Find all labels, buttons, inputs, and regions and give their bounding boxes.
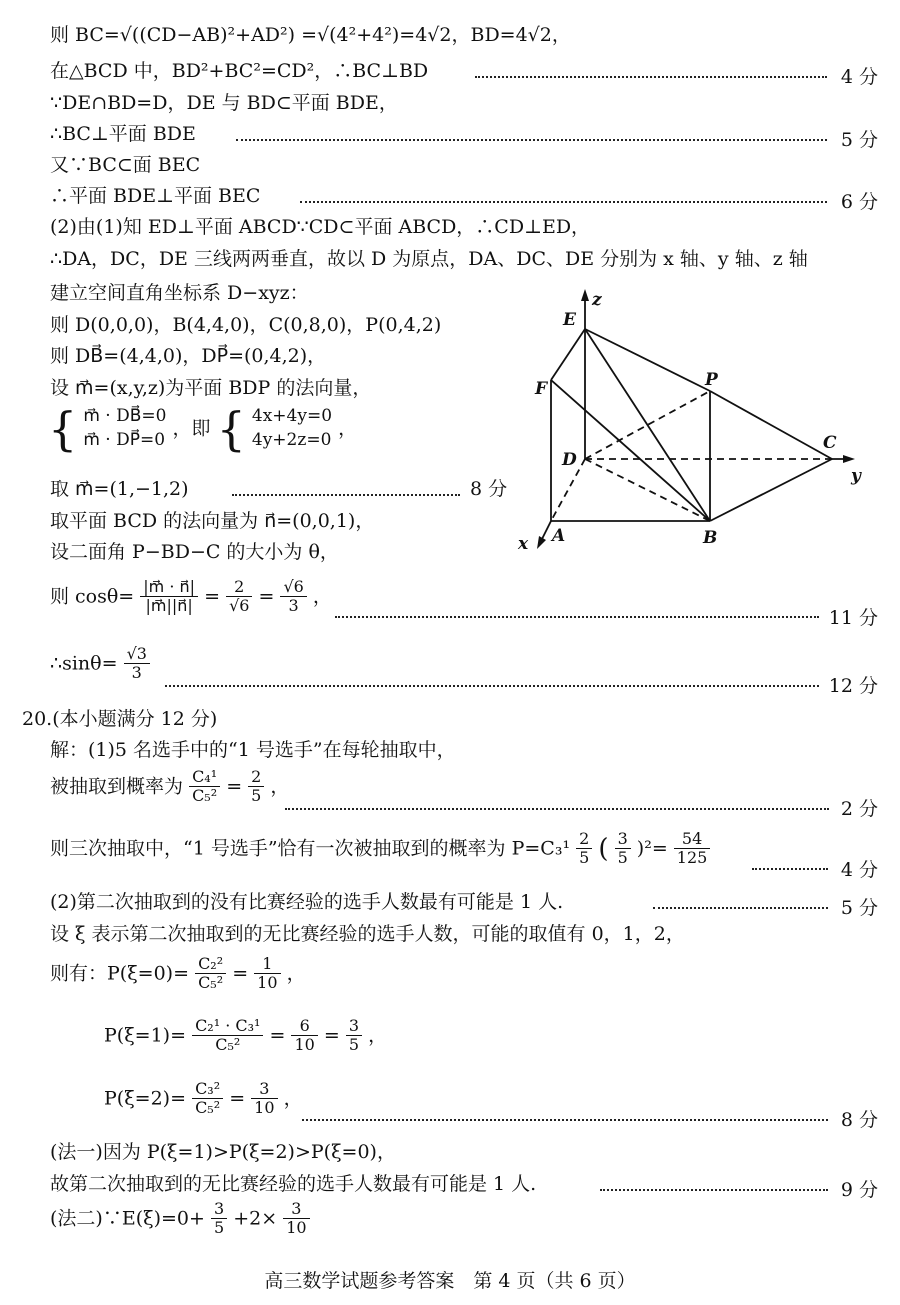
text-line: 在△BCD 中，BD²+BC²=CD²，∴BC⊥BD [50, 60, 429, 82]
text-line: 取平面 BCD 的法向量为 n⃗=(0,0,1)， [50, 510, 375, 532]
geometry-figure [510, 285, 870, 570]
score-label: 4 分 [840, 66, 878, 88]
text-line: ∴BC⊥平面 BDE [50, 123, 196, 145]
score-label: 2 分 [840, 798, 878, 820]
leader-dots [285, 808, 829, 810]
label-z: z [592, 290, 602, 310]
leader-dots [653, 907, 828, 909]
leader-dots [302, 1119, 828, 1121]
text-line: ∴平面 BDE⊥平面 BEC [50, 185, 261, 207]
label-E: E [563, 310, 576, 330]
leader-dots [475, 76, 827, 78]
label-F: F [535, 379, 548, 399]
text-line: 设 m⃗=(x,y,z)为平面 BDP 的法向量， [50, 377, 372, 399]
expectation-formula: (法二)∵E(ξ)=0+ $\frac{3}{5}$ +2× $\frac{3}{10}$ [50, 1200, 310, 1238]
text-line: ∴DA，DC，DE 三线两两垂直，故以 D 为原点，DA、DC、DE 分别为 x 轴、y 轴、z 轴 [50, 248, 808, 270]
score-label: 8 分 [840, 1109, 878, 1131]
score-label: 4 分 [840, 859, 878, 881]
cos-formula: 则 cosθ= $\frac{|m⃗ \cdot n⃗|}{|m⃗||n⃗|}$ = $\frac{2}{√6}$ = $\frac{√6}{3}$ ， [50, 577, 332, 616]
text-line: 建立空间直角坐标系 D−xyz： [50, 282, 309, 304]
prob-formula: 被抽取到概率为 $\frac{\text{C₄¹}}{\text{C₅²}}$ = $\frac{2}{5}$ ， [50, 767, 290, 806]
text-line: 则 DB⃗=(4,4,0)，DP⃗=(0,4,2)， [50, 345, 327, 367]
text-line: 又∵BC⊂面 BEC [50, 154, 201, 176]
text-line: 则 D(0,0,0)，B(4,4,0)，C(0,8,0)，P(0,4,2) [50, 314, 442, 336]
leader-dots [752, 868, 828, 870]
text-line: 则 BC=√((CD−AB)²+AD²) =√(4²+4²)=4√2，BD=4√2， [50, 24, 571, 46]
score-label: 11 分 [828, 607, 878, 629]
text-line: ∵DE∩BD=D，DE 与 BD⊂平面 BDE， [50, 92, 398, 114]
label-D: D [562, 450, 577, 470]
text-line: (2)由(1)知 ED⊥平面 ABCD∵CD⊂平面 ABCD，∴CD⊥ED， [50, 216, 591, 238]
text-line: 取 m⃗=(1,−1,2) [50, 478, 189, 500]
text-line: (法一)因为 P(ξ=1)>P(ξ=2)>P(ξ=0)， [50, 1141, 396, 1163]
prob-formula: P(ξ=1)= $\frac{\text{C₂¹ · C₃¹}}{\text{C₅²}}$ = $\frac{6}{10}$ = $\frac{3}{5}$ ， [104, 1016, 388, 1055]
leader-dots [600, 1189, 828, 1191]
text-line: (2)第二次抽取到的没有比赛经验的选手人数最有可能是 1 人. [50, 891, 564, 913]
label-C: C [823, 433, 837, 453]
text-line: 设 ξ 表示第二次抽取到的无比赛经验的选手人数，可能的取值有 0，1，2， [50, 923, 685, 945]
score-label: 8 分 [470, 478, 508, 500]
leader-dots [335, 616, 819, 618]
text-line: 故第二次抽取到的无比赛经验的选手人数最有可能是 1 人. [50, 1173, 537, 1195]
prob-formula: P(ξ=2)= $\frac{\text{C₃²}}{\text{C₅²}}$ = $\frac{3}{10}$ ， [104, 1079, 303, 1118]
leader-dots [232, 494, 460, 496]
text-line: 设二面角 P−BD−C 的大小为 θ， [50, 541, 339, 563]
label-P: P [705, 370, 718, 390]
text-line: 解：(1)5 名选手中的“1 号选手”在每轮抽取中， [50, 739, 456, 761]
score-label: 5 分 [840, 129, 878, 151]
score-label: 9 分 [840, 1179, 878, 1201]
label-A: A [552, 526, 566, 546]
page-footer: 高三数学试题参考答案 第 4 页（共 6 页） [264, 1270, 636, 1292]
question-heading: 20.(本小题满分 12 分) [22, 708, 218, 730]
score-label: 6 分 [840, 191, 878, 213]
score-label: 12 分 [828, 675, 878, 697]
equation-system: { m⃗ · DB⃗=0 m⃗ · DP⃗=0 ，即 { 4x+4y=0 4y+2z=0 ， [48, 401, 358, 456]
leader-dots [236, 139, 827, 141]
sin-formula: ∴sinθ= $\frac{√3}{3}$ [50, 645, 150, 683]
label-x: x [518, 534, 529, 554]
label-y: y [851, 466, 861, 486]
prob-formula: 则有：P(ξ=0)= $\frac{\text{C₂²}}{\text{C₅²}}$ = $\frac{1}{10}$ ， [50, 954, 306, 993]
label-B: B [703, 528, 718, 548]
leader-dots [300, 201, 827, 203]
leader-dots [165, 685, 819, 687]
score-label: 5 分 [840, 897, 878, 919]
prob-formula: 则三次抽取中，“1 号选手”恰有一次被抽取到的概率为 P=C₃¹ $\frac{2}{5}$ ( $\frac{3}{5}$ )²= $\frac{54}{125}$ [50, 830, 710, 868]
